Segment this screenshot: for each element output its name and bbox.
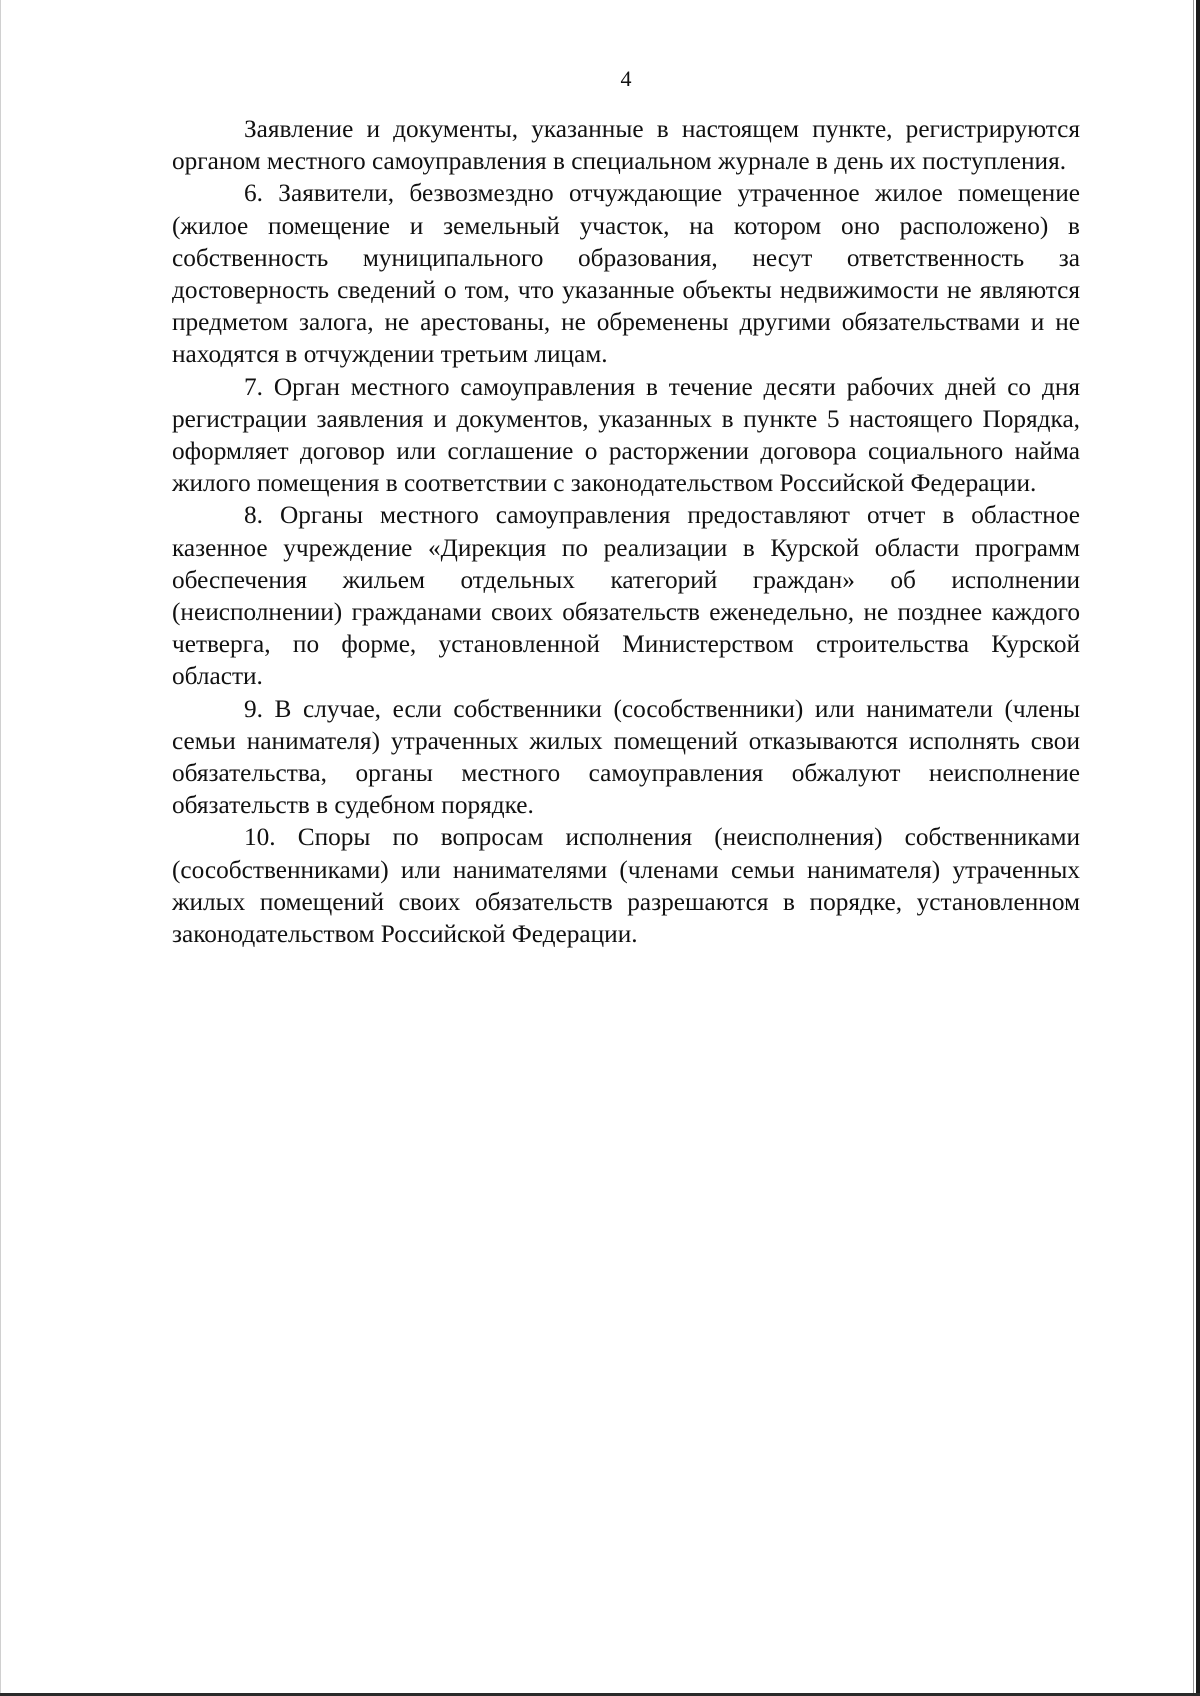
document-body [172,113,1080,950]
scan-edge-left [0,0,1,1696]
paragraph-7: 7. Орган местного самоуправления в течение десяти рабочих дней со дня регистрации заявления и документов, указанных в пункте 5 настоящего Порядка, оформляет договор или соглашение о расторжении договора социального найма жилого помещения в соответствии с законодательством Российской Федерации. [172,372,1080,498]
scan-edge-right [1196,0,1200,1696]
paragraph-8: 8. Органы местного самоуправления предоставляют отчет в областное казенное учреждение «Дирекция по реализации в Курской области программ обеспечения жильем отдельных категорий граждан» об исполнении (неисполнении) гражданами своих обязательств еженедельно, не позднее каждого четверга, по форме, установленной Министерством строительства Курской области. [172,501,1080,691]
paragraph-6: 6. Заявители, безвозмездно отчуждающие утраченное жилое помещение (жилое помещение и земельный участок, на котором оно расположено) в собственность муниципального образования, несут ответственность за достоверность сведений о том, что указанные объекты недвижимости не являются предметом залога, не арестованы, не обременены другими обязательствами и не находятся в отчуждении третьим лицам. [172,179,1080,369]
page-number: 4 [620,66,632,91]
paragraph-10: 10. Споры по вопросам исполнения (неисполнения) собственниками (сособственниками) или нанимателями (членами семьи нанимателя) утраченных жилых помещений своих обязательств разрешаются в порядке, установленном законодательством Российской Федерации. [172,823,1080,949]
paragraph-9: 9. В случае, если собственники (сособственники) или наниматели (члены семьи нанимателя) утраченных жилых помещений отказываются исполнять свои обязательства, органы местного самоуправления обжалуют неисполнение обязательств в судебном порядке. [172,694,1080,820]
paragraph-intro: Заявление и документы, указанные в настоящем пункте, регистрируются органом местного самоуправления в специальном журнале в день их поступления. [172,115,1080,176]
scan-edge-right-inner [1193,0,1194,1696]
